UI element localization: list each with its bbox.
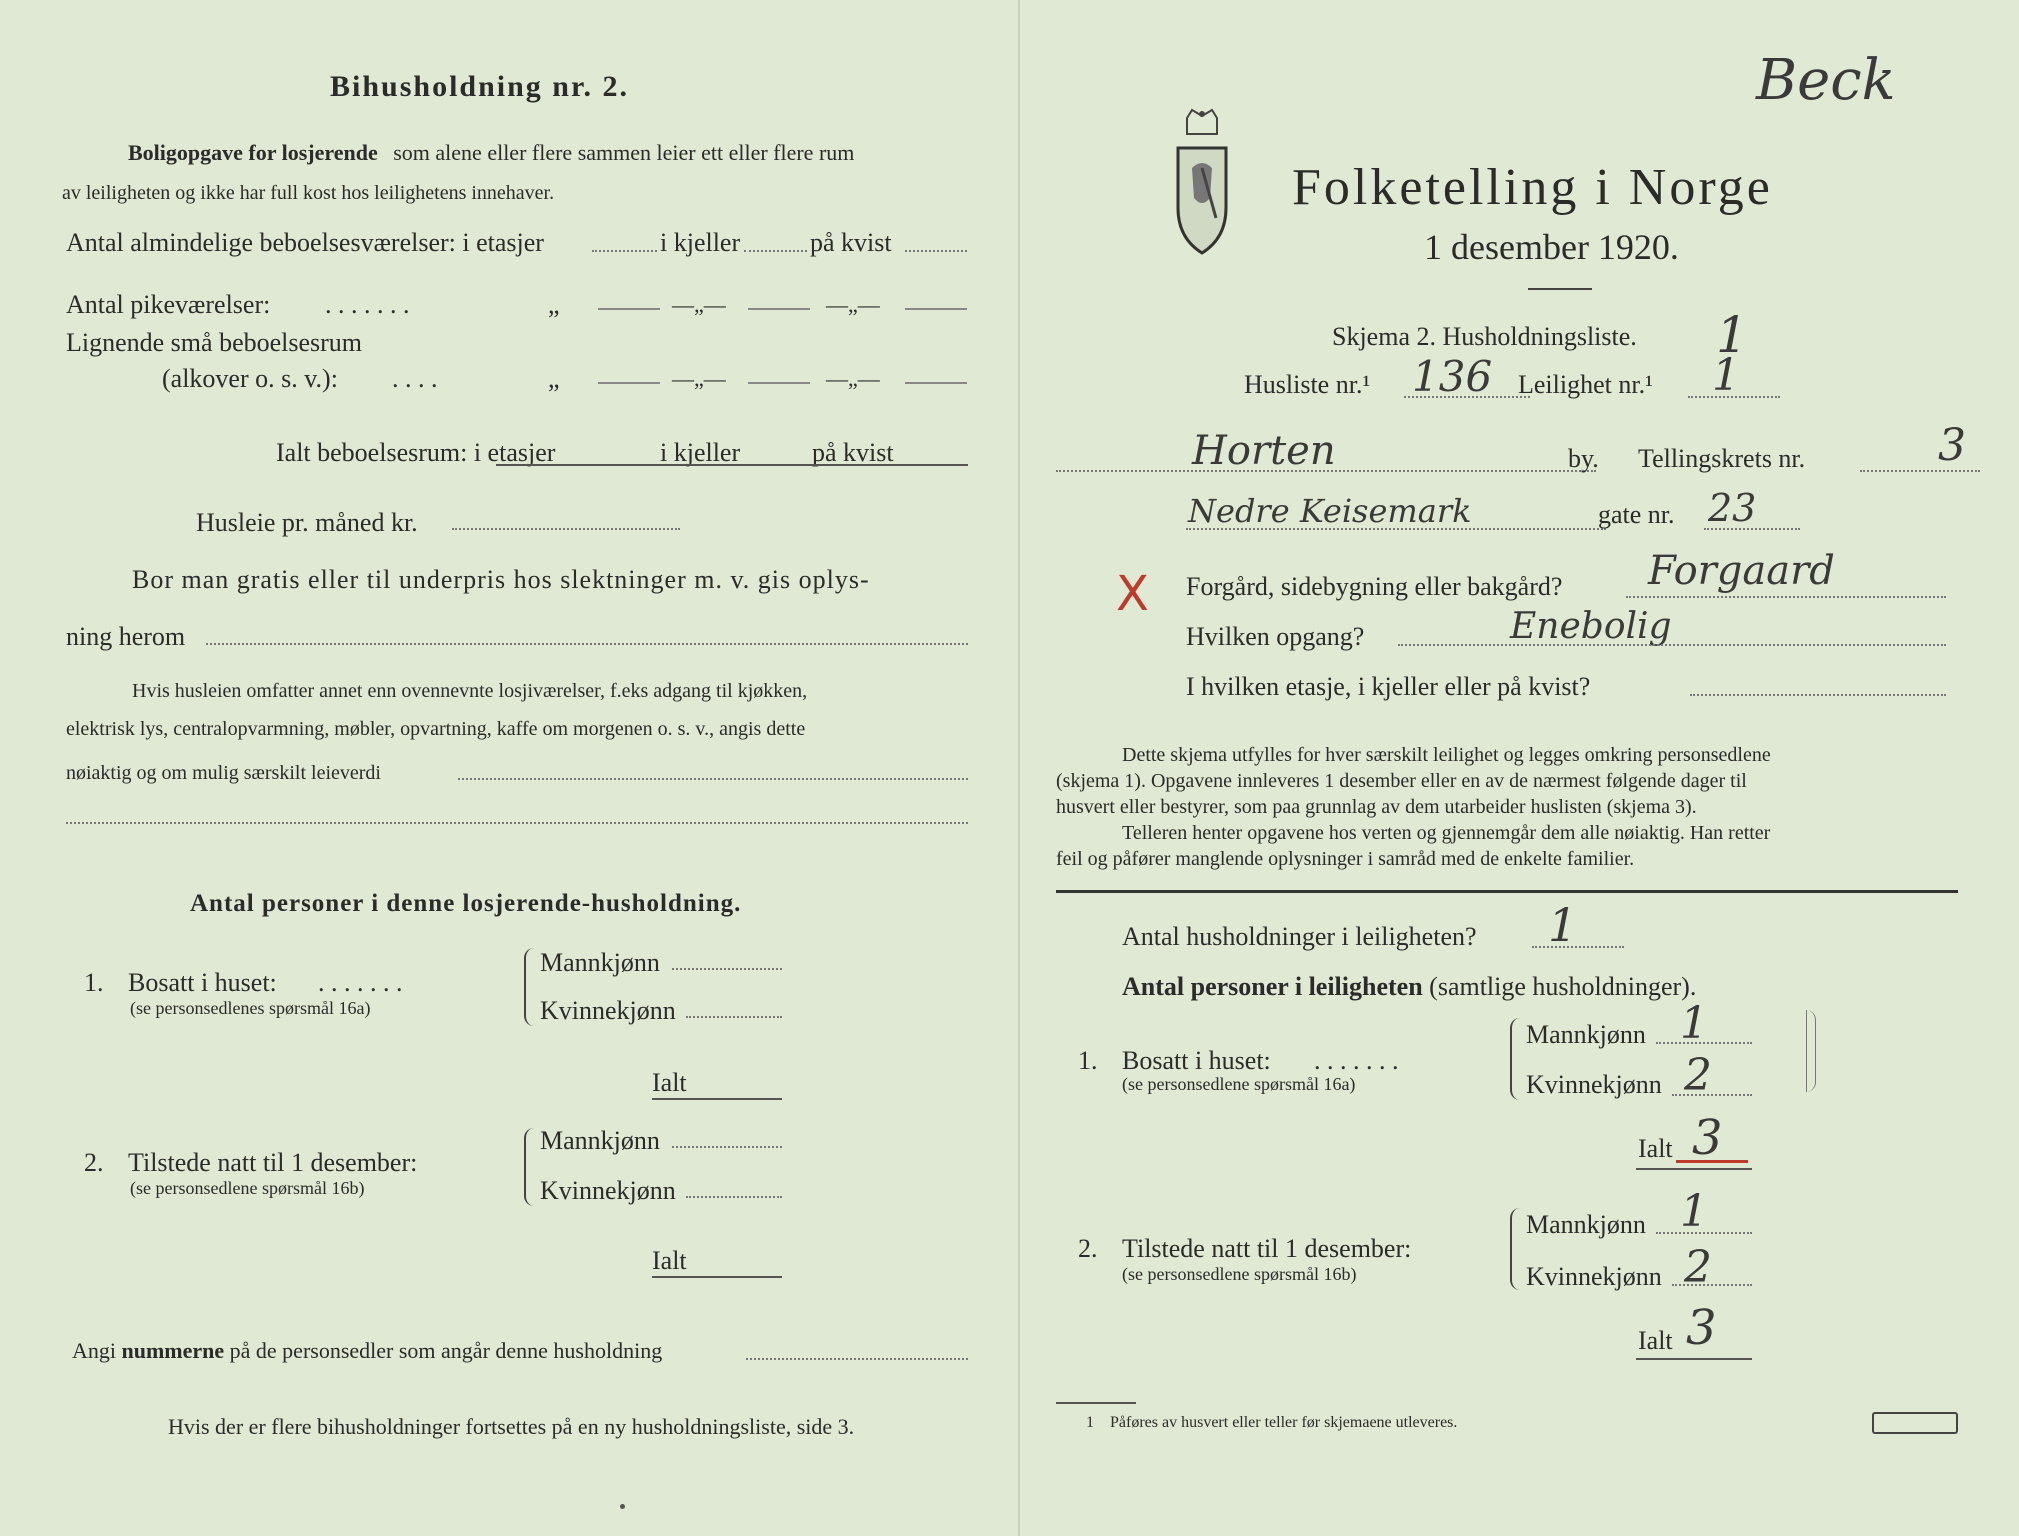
krets-value[interactable]: 3	[1938, 420, 1966, 471]
r-q2-sub: (se personsedlene spørsmål 16b)	[1122, 1264, 1357, 1284]
q2-num: 2.	[84, 1148, 104, 1177]
rooms-label: Antal almindelige beboelsesværelser: i etasjer	[66, 228, 544, 257]
footnote-text: Påføres av husvert eller teller før skjemaene utleveres.	[1110, 1414, 1458, 1431]
rent-field[interactable]	[452, 528, 680, 530]
rooms-kjeller-label: i kjeller	[660, 228, 741, 257]
q2-kvinne-label: Kvinnekjønn	[540, 1176, 676, 1205]
small-rooms-label: Lignende små beboelsesrum	[66, 328, 363, 357]
r-q2-mann-label: Mannkjønn	[1526, 1210, 1646, 1239]
r-q1-brace	[1510, 1018, 1520, 1100]
corner-note: Beck	[1756, 48, 1896, 113]
r-q2-kvinne-value[interactable]: 2	[1684, 1242, 1712, 1293]
r-q1-ialt-field	[1636, 1168, 1752, 1170]
forgaard-value[interactable]: Forgaard	[1648, 548, 1835, 594]
etasje-question: I hvilken etasje, i kjeller eller på kvist?	[1186, 672, 1591, 701]
left-title: Bihusholdning nr. 2.	[330, 70, 630, 103]
instructions-1: Dette skjema utfylles for hver særskilt leilighet og legges omkring personsedlene	[1122, 744, 1771, 766]
coat-of-arms-icon	[1172, 108, 1232, 258]
gate-field	[1704, 528, 1800, 530]
r-q2-kvinne-label: Kvinnekjønn	[1526, 1262, 1662, 1291]
r-q1-kvinne-label: Kvinnekjønn	[1526, 1070, 1662, 1099]
intro-bold: Boligopgave for losjerende	[128, 140, 378, 165]
r-q1-num: 1.	[1078, 1046, 1098, 1075]
q2-brace	[524, 1128, 534, 1206]
q2-ialt-label: Ialt	[652, 1246, 687, 1275]
left-footer: Hvis der er flere bihusholdninger fortsettes på en ny husholdningsliste, side 3.	[168, 1414, 855, 1439]
husliste-label: Husliste nr.¹	[1244, 370, 1371, 399]
households-value[interactable]: 1	[1548, 898, 1578, 952]
title-divider	[1528, 288, 1592, 290]
krets-field	[1860, 470, 1980, 472]
free-text: Bor man gratis eller til underpris hos slektninger m. v. gis oplys-	[132, 565, 870, 594]
pike-mark: „	[548, 290, 560, 319]
persons-rest: (samtlige husholdninger).	[1429, 972, 1697, 1001]
small-dash-2: —„—	[826, 366, 880, 391]
street-field	[1186, 528, 1606, 530]
footnote-num: 1	[1086, 1414, 1094, 1431]
small-etasjer-field[interactable]	[598, 382, 660, 384]
q1-mann-label: Mannkjønn	[540, 948, 660, 977]
red-x-mark: X	[1116, 566, 1149, 622]
rooms-kjeller-field[interactable]	[744, 250, 807, 252]
husliste-value[interactable]: 136	[1412, 352, 1493, 401]
right-page	[1020, 0, 2019, 1536]
street-value[interactable]: Nedre Keisemark	[1188, 492, 1472, 530]
total-kvist-label: på kvist	[812, 438, 894, 467]
incl-field-2[interactable]	[66, 822, 968, 824]
etasje-field[interactable]	[1690, 694, 1946, 696]
opgang-question: Hvilken opgang?	[1186, 622, 1365, 651]
households-field	[1532, 946, 1624, 948]
q2-sub: (se personsedlene spørsmål 16b)	[130, 1178, 365, 1198]
pike-etasjer-field[interactable]	[598, 308, 660, 310]
r-q1-ialt-label: Ialt	[1638, 1134, 1673, 1163]
q1-dots: . . . . . . .	[318, 968, 403, 997]
small-rooms-dots: . . . .	[392, 364, 438, 393]
r-q1-dots: . . . . . . .	[1314, 1046, 1399, 1075]
r-q1-red-underline	[1676, 1160, 1748, 1163]
q2-mann-field[interactable]	[672, 1146, 782, 1148]
households-label: Antal husholdninger i leiligheten?	[1122, 922, 1477, 951]
total-rooms-label: Ialt beboelsesrum: i etasjer	[276, 438, 556, 467]
q2-mann-label: Mannkjønn	[540, 1126, 660, 1155]
pike-label: Antal pikeværelser:	[66, 290, 271, 319]
q1-label: Bosatt i huset:	[128, 968, 277, 997]
q2-kvinne-field[interactable]	[686, 1196, 782, 1198]
incl-text-3: nøiaktig og om mulig særskilt leieverdi	[66, 762, 381, 784]
krets-label: Tellingskrets nr.	[1638, 444, 1806, 473]
r-q1-sub: (se personsedlene spørsmål 16a)	[1122, 1074, 1356, 1094]
r-q1-mann-value[interactable]: 1	[1680, 998, 1708, 1049]
incl-field[interactable]	[458, 778, 968, 780]
intro-rest: som alene eller flere sammen leier ett eller flere rum	[393, 140, 855, 165]
r-q1-label: Bosatt i huset:	[1122, 1046, 1271, 1075]
total-kjeller-label: i kjeller	[660, 438, 741, 467]
husliste-field	[1404, 396, 1530, 398]
r-q2-ialt-label: Ialt	[1638, 1326, 1673, 1355]
r-q1-kvinne-field	[1672, 1094, 1752, 1096]
opgang-field	[1398, 644, 1946, 646]
total-rooms-field[interactable]	[496, 464, 968, 466]
free-text-2: ning herom	[66, 622, 186, 651]
incl-text-2: elektrisk lys, centralopvarmning, møbler, opvartning, kaffe om morgenen o. s. v., angis dette	[66, 718, 806, 740]
census-title: Folketelling i Norge	[1292, 159, 1773, 216]
printer-stamp	[1872, 1412, 1958, 1434]
q1-brace	[524, 948, 534, 1026]
persons-bold: Antal personer i leiligheten	[1122, 972, 1423, 1001]
city-value[interactable]: Horten	[1192, 428, 1336, 474]
small-dash-1: —„—	[672, 366, 726, 391]
numbers-bold: nummerne	[121, 1338, 225, 1363]
r-q2-mann-field	[1656, 1232, 1752, 1234]
r-q1-kvinne-value[interactable]: 2	[1684, 1050, 1712, 1101]
small-mark: „	[548, 364, 560, 393]
leilighet-field	[1688, 396, 1780, 398]
r-q1-ialt-value[interactable]: 3	[1692, 1110, 1723, 1166]
r-q1-right-bracket	[1806, 1010, 1816, 1092]
q1-kvinne-label: Kvinnekjønn	[540, 996, 676, 1025]
leilighet-value[interactable]: 1	[1712, 350, 1740, 401]
q1-ialt-field[interactable]	[652, 1098, 782, 1100]
numbers-pre: Angi	[72, 1338, 116, 1363]
r-q1-mann-label: Mannkjønn	[1526, 1020, 1646, 1049]
r-q2-ialt-value[interactable]: 3	[1686, 1300, 1717, 1356]
paper-speck	[620, 1504, 625, 1509]
instructions-divider	[1056, 890, 1958, 893]
r-q2-num: 2.	[1078, 1234, 1098, 1263]
q1-mann-field[interactable]	[672, 968, 782, 970]
rooms-etasjer-field[interactable]	[592, 250, 657, 252]
pike-kvist-field[interactable]	[905, 308, 967, 310]
small-kvist-field[interactable]	[905, 382, 967, 384]
forgaard-field	[1626, 596, 1946, 598]
small-kjeller-field[interactable]	[748, 382, 810, 384]
r-q2-label: Tilstede natt til 1 desember:	[1122, 1234, 1412, 1263]
q2-ialt-field[interactable]	[652, 1276, 782, 1278]
q1-sub: (se personsedlenes spørsmål 16a)	[130, 998, 371, 1018]
small-rooms-sublabel: (alkover o. s. v.):	[162, 364, 338, 393]
instructions-3: husvert eller bestyrer, som paa grunnlag av dem utarbeider huslisten (skjema 3).	[1056, 796, 1697, 818]
rooms-kvist-label: på kvist	[810, 228, 892, 257]
gate-label: gate nr.	[1598, 500, 1675, 529]
forgaard-question: Forgård, sidebygning eller bakgård?	[1186, 572, 1563, 601]
q1-num: 1.	[84, 968, 104, 997]
r-q1-mann-field	[1656, 1042, 1752, 1044]
q2-label: Tilstede natt til 1 desember:	[128, 1148, 418, 1177]
schema-hand-note: 1	[1716, 306, 1748, 364]
intro-line-2: av leiligheten og ikke har full kost hos leilighetens innehaver.	[62, 182, 555, 204]
pike-kjeller-field[interactable]	[748, 308, 810, 310]
opgang-value[interactable]: Enebolig	[1510, 606, 1672, 647]
pike-dash-1: —„—	[672, 292, 726, 317]
free-field[interactable]	[206, 643, 968, 645]
pike-dots: . . . . . . .	[325, 290, 410, 319]
numbers-field[interactable]	[746, 1358, 968, 1360]
city-field	[1056, 470, 1596, 472]
r-q2-brace	[1510, 1208, 1520, 1290]
q1-ialt-label: Ialt	[652, 1068, 687, 1097]
instructions-2: (skjema 1). Opgavene innleveres 1 desember eller en av de nærmest følgende dager til	[1056, 770, 1747, 792]
by-label: by.	[1568, 444, 1599, 473]
incl-text-1: Hvis husleien omfatter annet enn ovennevnte losjiværelser, f.eks adgang til kjøkken,	[132, 680, 808, 702]
instructions-5: feil og påfører manglende oplysninger i samråd med de enkelte familier.	[1056, 848, 1635, 870]
q1-kvinne-field[interactable]	[686, 1016, 782, 1018]
leilighet-label: Leilighet nr.¹	[1518, 370, 1653, 399]
footnote-rule	[1056, 1402, 1136, 1404]
schema-label: Skjema 2. Husholdningsliste.	[1332, 322, 1637, 351]
persons-header: Antal personer i denne losjerende-husholdning.	[190, 890, 742, 917]
r-q2-mann-value[interactable]: 1	[1680, 1186, 1708, 1237]
pike-dash-2: —„—	[826, 292, 880, 317]
instructions-4: Telleren henter opgavene hos verten og gjennemgår dem alle nøiaktig. Han retter	[1122, 822, 1771, 844]
r-q2-ialt-field	[1636, 1358, 1752, 1360]
census-date: 1 desember 1920.	[1424, 227, 1679, 267]
rent-label: Husleie pr. måned kr.	[196, 508, 418, 537]
rooms-kvist-field[interactable]	[905, 250, 967, 252]
numbers-rest: på de personsedler som angår denne husholdning	[229, 1338, 663, 1363]
r-q2-kvinne-field	[1672, 1284, 1752, 1286]
gate-value[interactable]: 23	[1708, 486, 1757, 530]
